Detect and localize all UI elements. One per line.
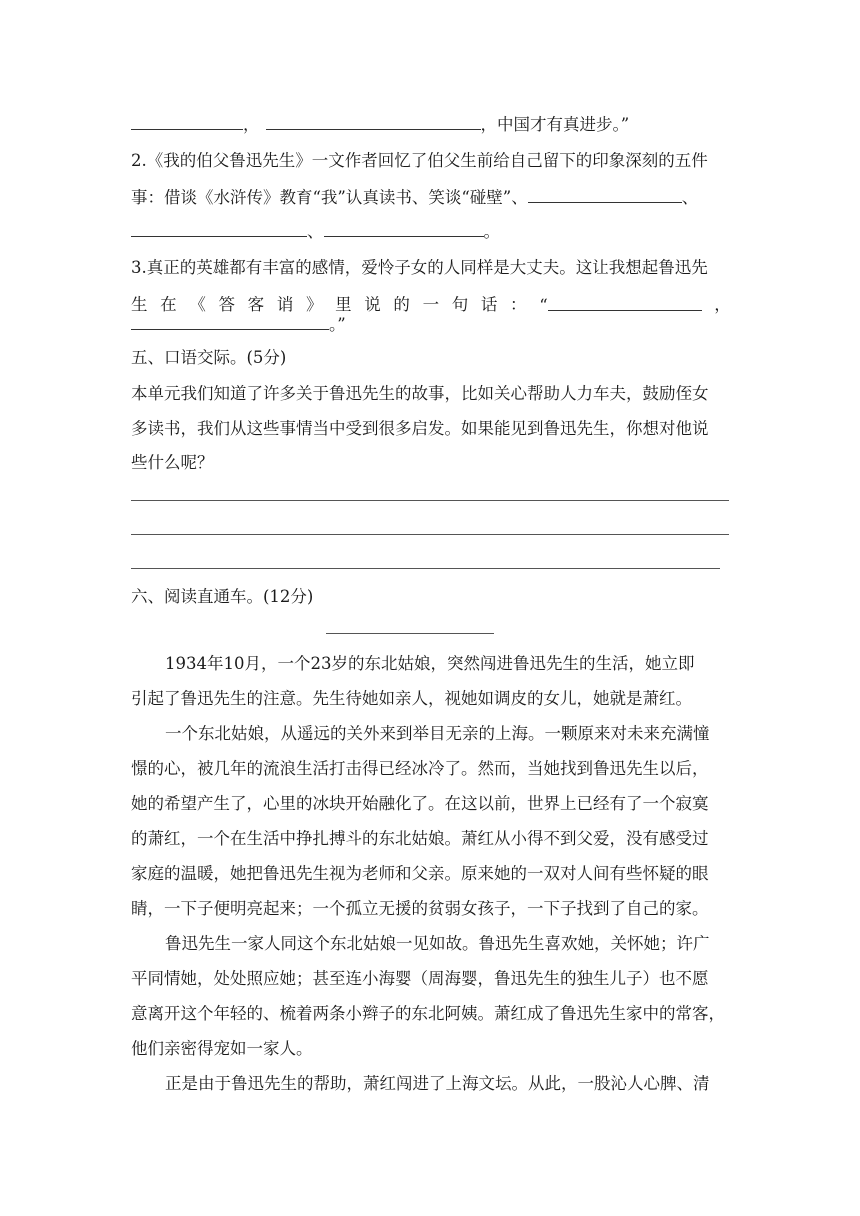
passage-line: 意离开这个年轻的、梳着两条小辫子的东北阿姨。萧红成了鲁迅先生家中的常客， bbox=[131, 1004, 725, 1023]
section-5-text-line: 多读书，我们从这些事情当中受到很多启发。如果能见到鲁迅先生，你想对他说 bbox=[131, 419, 709, 438]
writing-line[interactable] bbox=[131, 568, 720, 569]
question-3-line-2: 生 在 《 答 客 诮 》 里 说 的 一 句 话 ： “ ， bbox=[131, 295, 731, 315]
passage-line: 睛，一下子便明亮起来；一个孤立无援的贫弱女孩子，一下子找到了自己的家。 bbox=[131, 899, 709, 918]
answer-blank[interactable] bbox=[266, 114, 481, 130]
answer-blank[interactable] bbox=[548, 295, 702, 311]
question-3-line-1: 3.真正的英雄都有丰富的感情，爱怜子女的人同样是大丈夫。这让我想起鲁迅先 bbox=[131, 258, 708, 277]
passage-line: 鲁迅先生一家人同这个东北姑娘一见如故。鲁迅先生喜欢她，关怀她；许广 bbox=[165, 934, 710, 953]
answer-blank[interactable] bbox=[528, 187, 682, 203]
writing-line[interactable] bbox=[131, 534, 729, 535]
passage-title-blank[interactable] bbox=[326, 633, 494, 634]
question-2-line-2: 事：借谈《水浒传》教育“我”认真读书、笑谈“碰壁”、 、 bbox=[131, 188, 699, 207]
section-5-text-line: 本单元我们知道了许多关于鲁迅先生的故事，比如关心帮助人力车夫，鼓励侄女 bbox=[131, 384, 709, 403]
passage-line: 1934年10月，一个23岁的东北姑娘，突然闯进鲁迅先生的生活，她立即 bbox=[165, 654, 695, 673]
section-6-heading: 六、阅读直通车。(12分) bbox=[131, 587, 314, 606]
question-2-line-1: 2.《我的伯父鲁迅先生》一文作者回忆了伯父生前给自己留下的印象深刻的五件 bbox=[131, 151, 708, 170]
answer-blank[interactable] bbox=[131, 221, 307, 237]
passage-line: 憬的心，被几年的流浪生活打击得已经冰冷了。然而，当她找到鲁迅先生以后， bbox=[131, 759, 709, 778]
writing-line[interactable] bbox=[131, 500, 729, 501]
passage-line: 他们亲密得宠如一家人。 bbox=[131, 1039, 313, 1058]
passage-line: 一个东北姑娘，从遥远的关外来到举目无亲的上海。一颗原来对未来充满憧 bbox=[165, 724, 710, 743]
question-1-tail: ， ，中国才有真进步。” bbox=[131, 114, 731, 135]
answer-blank[interactable] bbox=[324, 221, 484, 237]
passage-line: 她的希望产生了，心里的冰块开始融化了。在这以前，世界上已经有了一个寂寞 bbox=[131, 794, 709, 813]
passage-line: 平同情她，处处照应她；甚至连小海婴（周海婴，鲁迅先生的独生儿子）也不愿 bbox=[131, 969, 709, 988]
passage-line: 的萧红，一个在生活中挣扎搏斗的东北姑娘。萧红从小得不到父爱，没有感受过 bbox=[131, 829, 709, 848]
passage-line: 正是由于鲁迅先生的帮助，萧红闯进了上海文坛。从此，一股沁人心脾、清 bbox=[165, 1074, 710, 1093]
question-2-line-3: 、 。 bbox=[131, 221, 731, 242]
answer-blank[interactable] bbox=[131, 314, 329, 330]
section-5-text-line: 些什么呢？ bbox=[131, 453, 214, 472]
question-3-line-3: 。” bbox=[131, 314, 731, 335]
answer-blank[interactable] bbox=[131, 114, 243, 130]
passage-line: 引起了鲁迅先生的注意。先生待她如亲人，视她如调皮的女儿，她就是萧红。 bbox=[131, 689, 692, 708]
passage-line: 家庭的温暖，她把鲁迅先生视为老师和父亲。原来她的一双对人间有些怀疑的眼 bbox=[131, 864, 709, 883]
section-5-heading: 五、口语交际。(5分) bbox=[131, 348, 287, 367]
